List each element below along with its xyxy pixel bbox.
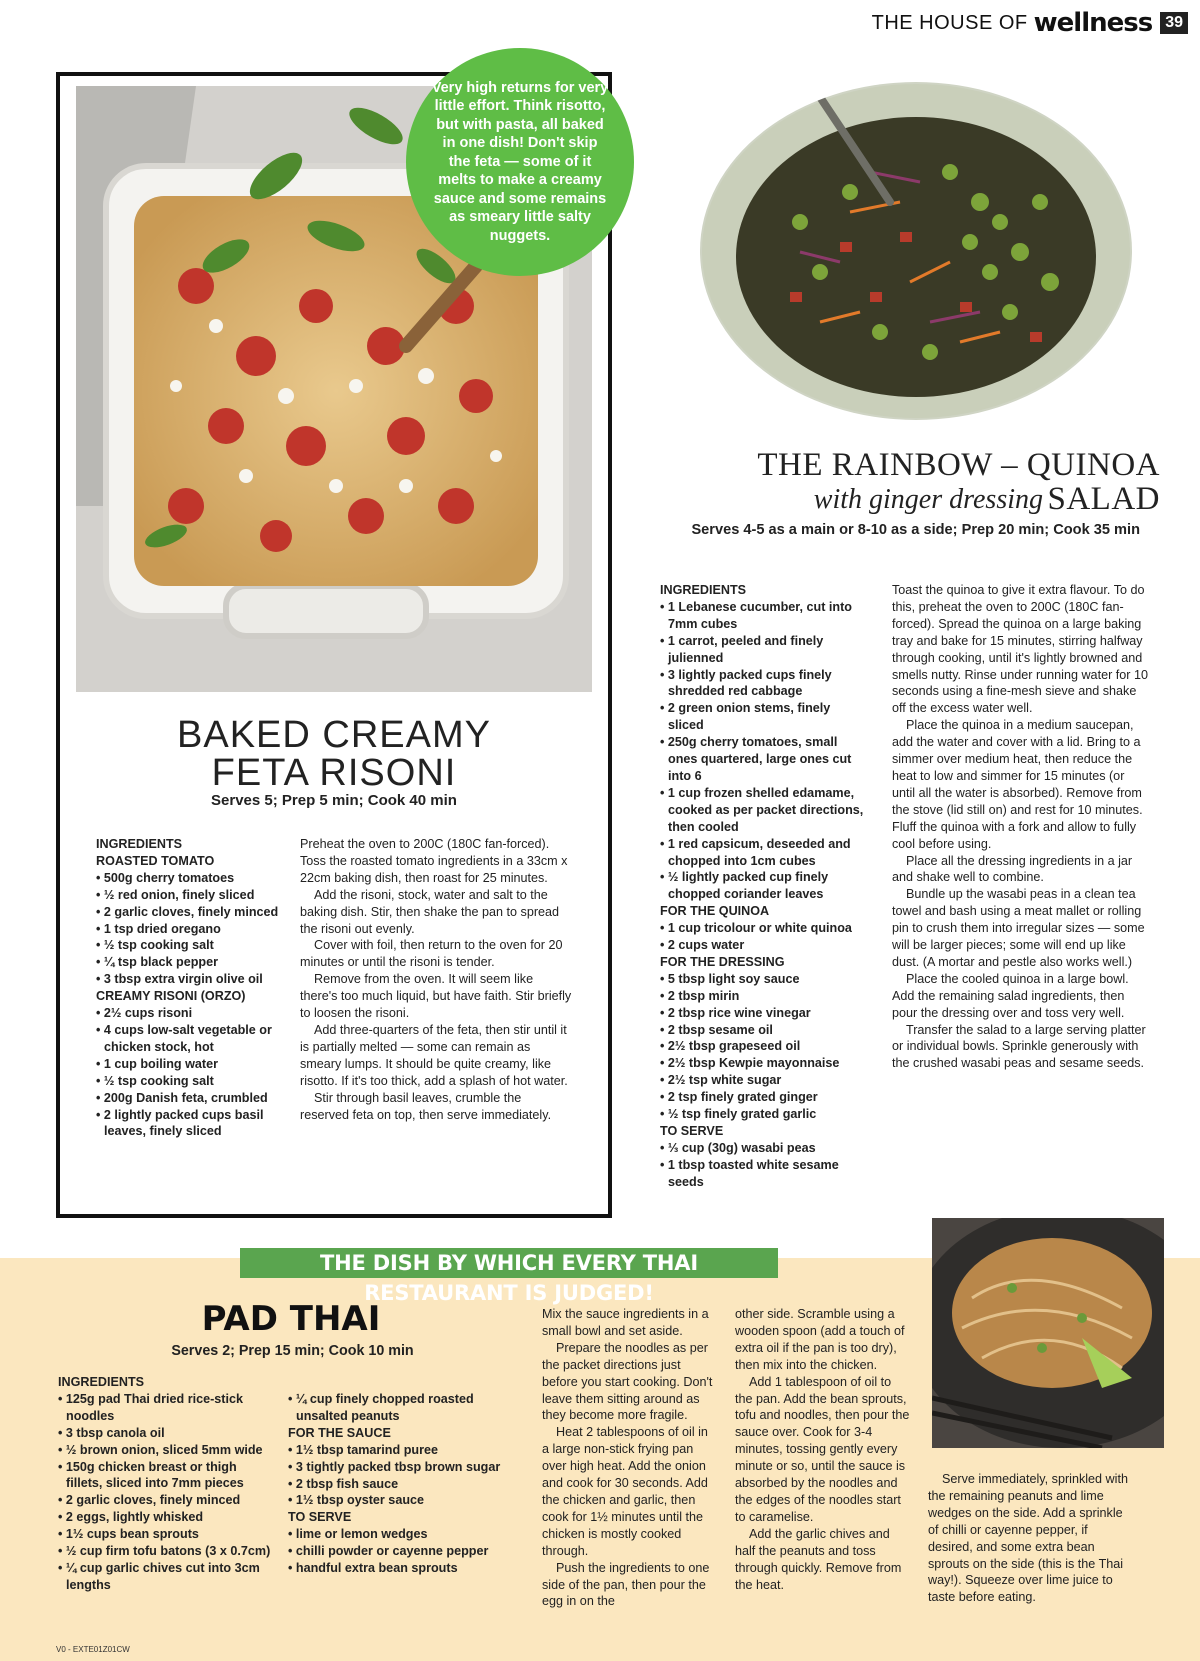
ingredient-item: • 1½ tbsp tamarind puree	[288, 1442, 520, 1459]
ingredient-heading: TO SERVE	[660, 1124, 724, 1138]
ingredient-item: • 3 tbsp canola oil	[58, 1425, 272, 1442]
ingredient-item: • 1 red capsicum, deseeded and chopped into 1cm cubes	[660, 836, 866, 870]
ingredient-item: • 2 tbsp sesame oil	[660, 1022, 866, 1039]
risoni-title-line-2: FETA RISONI	[211, 752, 457, 794]
ingredient-item: • ½ tsp finely grated garlic	[660, 1106, 866, 1123]
pad-thai-serves: Serves 2; Prep 15 min; Cook 10 min	[171, 1343, 414, 1359]
ingredient-item: • 3 tbsp extra virgin olive oil	[96, 971, 286, 988]
method-paragraph: Place all the dressing ingredients in a jar and shake well to combine.	[892, 853, 1133, 885]
ingredient-item: • 2 eggs, lightly whisked	[58, 1509, 272, 1526]
ingredient-item: • 2 garlic cloves, finely minced	[58, 1492, 272, 1509]
ingredient-item: • handful extra bean sprouts	[288, 1560, 520, 1577]
ingredient-item: • 250g cherry tomatoes, small ones quartered, large ones cut into 6	[660, 734, 866, 785]
method-paragraph: Add 1 tablespoon of oil to the pan. Add the bean sprouts, tofu and noodles, then pour the sauce over. Cook for 3-4 minutes, tossing gently every minute or so, until the sauce is absorbed by the noodles and the edges of the noodles start to caramelise.	[735, 1374, 910, 1524]
risoni-callout-bubble	[406, 48, 634, 276]
ingredient-item: • chilli powder or cayenne pepper	[288, 1543, 520, 1560]
pad-thai-banner: THE DISH BY WHICH EVERY THAI RESTAURANT IS JUDGED!	[240, 1248, 778, 1278]
ingredient-item: • 500g cherry tomatoes	[96, 870, 286, 887]
ingredient-heading: ROASTED TOMATO	[96, 853, 215, 868]
ingredient-heading: INGREDIENTS	[660, 583, 747, 597]
ingredient-heading: TO SERVE	[288, 1510, 352, 1525]
quinoa-method	[892, 582, 1150, 1072]
ingredient-item: • 1½ tbsp oyster sauce	[288, 1492, 520, 1509]
ingredient-item: • 2 green onion stems, finely sliced	[660, 700, 866, 734]
ingredient-item: • 2 lightly packed cups basil leaves, finely sliced	[96, 1107, 286, 1141]
magazine-section-prefix: THE HOUSE OF	[871, 11, 1028, 34]
method-paragraph: Add the risoni, stock, water and salt to the baking dish. Stir, then shake the pan to spread the risoni out evenly.	[300, 887, 560, 936]
ingredient-item: • ½ tsp cooking salt	[96, 937, 286, 954]
ingredient-item: • 1 tsp dried oregano	[96, 921, 286, 938]
risoni-callout-text: Very high returns for very little effort. Think risotto, but with pasta, all baked in one dish! Don't skip the feta — some of it melts to make a creamy sauce and some remains as smeary little salty nuggets.	[431, 79, 609, 244]
ingredient-item: • ½ tsp cooking salt	[96, 1073, 286, 1090]
ingredient-item: • 1 cup tricolour or white quinoa	[660, 920, 866, 937]
method-paragraph: Place the cooled quinoa in a large bowl. Add the remaining salad ingredients, then pour the dressing over and toss very well.	[892, 971, 1129, 1020]
page-header	[872, 8, 1200, 38]
pad-thai-plate-illustration	[932, 1218, 1164, 1448]
ingredient-heading: FOR THE QUINOA	[660, 904, 770, 919]
quinoa-ingredients	[660, 582, 866, 1191]
method-paragraph: Transfer the salad to a large serving platter or individual bowls. Sprinkle generously with the crushed wasabi peas and sesame seeds.	[892, 1022, 1146, 1071]
method-paragraph: Remove from the oven. It will seem like there's too much liquid, but have faith. Stir briefly to loosen the risoni.	[300, 972, 572, 1021]
ingredient-item: • 125g pad Thai dried rice-stick noodles	[58, 1391, 272, 1425]
ingredient-item: • 1½ cups bean sprouts	[58, 1526, 272, 1543]
method-paragraph: Bundle up the wasabi peas in a clean tea towel and bash using a meat mallet or rolling pin to crush them into irregular sizes — some will be larger pieces; some will end up like dust. (A mortar and pestle also works well.)	[892, 887, 1145, 969]
quinoa-title: THE RAINBOW – QUINOA SALAD	[757, 447, 1160, 517]
ingredient-item: • ½ lightly packed cup finely chopped coriander leaves	[660, 869, 866, 903]
footer-code: V0 - EXTE01Z01CW	[56, 1645, 130, 1654]
ingredient-item: • 1 carrot, peeled and finely julienned	[660, 633, 866, 667]
method-paragraph: Stir through basil leaves, crumble the reserved feta on top, then serve immediately.	[300, 1090, 552, 1122]
ingredient-item: • 2½ tbsp Kewpie mayonnaise	[660, 1055, 866, 1072]
ingredient-heading: FOR THE DRESSING	[660, 954, 785, 969]
ingredient-item: • 150g chicken breast or thigh fillets, sliced into 7mm pieces	[58, 1459, 272, 1493]
ingredient-item: • 2 tbsp fish sauce	[288, 1476, 520, 1493]
quinoa-subtitle: with ginger dressing	[813, 484, 1043, 515]
ingredient-item: • 5 tbsp light soy sauce	[660, 971, 866, 988]
magazine-section-brand: wellness	[1033, 8, 1153, 38]
pad-thai-method-1	[542, 1306, 718, 1610]
method-paragraph: Add the garlic chives and half the peanuts and toss through quickly. Remove from the heat.	[735, 1526, 902, 1592]
ingredient-item: • 2 cups water	[660, 937, 866, 954]
ingredient-item: • 1 cup boiling water	[96, 1056, 286, 1073]
risoni-title-line-1: BAKED CREAMY	[177, 714, 491, 756]
ingredient-item: • 2 garlic cloves, finely minced	[96, 904, 286, 921]
ingredient-item: • 4 cups low-salt vegetable or chicken stock, hot	[96, 1022, 286, 1056]
pad-thai-method-2	[735, 1306, 911, 1593]
ingredient-item: • 200g Danish feta, crumbled	[96, 1090, 286, 1107]
risoni-ingredients	[96, 836, 286, 1140]
method-paragraph: Heat 2 tablespoons of oil in a large non-stick frying pan over high heat. Add the onion and cook for 30 seconds. Add the chicken and garlic, then cook for 1½ minutes until the chicken is mostly cooked through.	[542, 1425, 708, 1558]
risoni-serves: Serves 5; Prep 5 min; Cook 40 min	[211, 792, 457, 809]
method-paragraph: Prepare the noodles as per the packet directions just before you start cooking. Don't leave them sitting around as they become more fragile.	[542, 1340, 713, 1423]
method-paragraph: Mix the sauce ingredients in a small bowl and set aside.	[542, 1307, 709, 1338]
ingredient-item: • ½ red onion, finely sliced	[96, 887, 286, 904]
page-number: 39	[1160, 12, 1188, 34]
method-paragraph: other side. Scramble using a wooden spoon (add a touch of extra oil if the pan is too dry), then mix into the chicken.	[735, 1307, 905, 1372]
ingredient-heading: CREAMY RISONI (ORZO)	[96, 989, 246, 1004]
risoni-method	[300, 836, 572, 1123]
ingredient-item: • 1 Lebanese cucumber, cut into 7mm cubes	[660, 599, 866, 633]
ingredient-item: • 2½ tsp white sugar	[660, 1072, 866, 1089]
ingredient-item: • 1 tbsp toasted white sesame seeds	[660, 1157, 866, 1191]
ingredient-item: • ¼ cup garlic chives cut into 3cm lengths	[58, 1560, 272, 1594]
ingredient-item: • 2 tbsp rice wine vinegar	[660, 1005, 866, 1022]
pad-thai-ingredients-1	[58, 1374, 272, 1594]
method-paragraph: Place the quinoa in a medium saucepan, add the water and cover with a lid. Bring to a simmer over medium heat, then reduce the heat to low and simmer for 15 minutes (or until all the water is absorbed). Remove from the stove (lid still on) and rest for 10 minutes. Fluff the quinoa with a fork and allow to fully cool before using.	[892, 718, 1143, 851]
quinoa-salad-photo	[700, 82, 1132, 420]
ingredient-item: • ½ cup firm tofu batons (3 x 0.7cm)	[58, 1543, 272, 1560]
ingredient-item: • ⅓ cup (30g) wasabi peas	[660, 1140, 866, 1157]
ingredient-heading: INGREDIENTS	[58, 1375, 145, 1389]
ingredient-item: • ¼ cup finely chopped roasted unsalted peanuts	[288, 1391, 520, 1425]
ingredient-item: • ½ brown onion, sliced 5mm wide	[58, 1442, 272, 1459]
method-paragraph: Preheat the oven to 200C (180C fan-forced). Toss the roasted tomato ingredients in a 33cm x 22cm baking dish, then roast for 25 minutes.	[300, 837, 568, 885]
quinoa-bowl-illustration	[700, 82, 1132, 420]
method-paragraph: Push the ingredients to one side of the pan, then pour the egg in on the	[542, 1560, 710, 1609]
pad-thai-method-3	[928, 1471, 1128, 1606]
method-paragraph: Add three-quarters of the feta, then stir until it is partially melted — some can remain as smeary lumps. It should be quite creamy, like risotto. If it's too thick, add a splash of hot water.	[300, 1022, 568, 1088]
ingredient-item: • 3 tightly packed tbsp brown sugar	[288, 1459, 520, 1476]
method-paragraph: Toast the quinoa to give it extra flavour. To do this, preheat the oven to 200C (180C fan-forced). Spread the quinoa on a large baking tray and bake for 15 minutes, stirring halfway through cooking, until it's lightly browned and smells nutty. Rinse under running water for 10 seconds using a fine-mesh sieve and shake off the excess water well.	[892, 583, 1148, 716]
pad-thai-photo	[932, 1218, 1164, 1448]
ingredient-item: • 2½ tbsp grapeseed oil	[660, 1038, 866, 1055]
pad-thai-title: PAD THAI	[201, 1299, 381, 1339]
method-paragraph: Cover with foil, then return to the oven for 20 minutes or until the risoni is tender.	[300, 938, 563, 970]
ingredient-item: • 2 tbsp mirin	[660, 988, 866, 1005]
ingredient-item: • 2½ cups risoni	[96, 1005, 286, 1022]
ingredient-item: • ¼ tsp black pepper	[96, 954, 286, 971]
ingredient-item: • 2 tsp finely grated ginger	[660, 1089, 866, 1106]
ingredient-heading: FOR THE SAUCE	[288, 1425, 391, 1440]
pad-thai-ingredients-2	[288, 1391, 520, 1577]
risoni-title	[76, 716, 592, 792]
quinoa-serves: Serves 4-5 as a main or 8-10 as a side; Prep 20 min; Cook 35 min	[691, 522, 1140, 538]
ingredient-item: • 1 cup frozen shelled edamame, cooked as per packet directions, then cooled	[660, 785, 866, 836]
ingredient-item: • lime or lemon wedges	[288, 1526, 520, 1543]
method-paragraph: Serve immediately, sprinkled with the remaining peanuts and lime wedges on the side. Add a sprinkle of chilli or cayenne pepper, if desired, and some extra bean sprouts on the side (this is the Thai way!). Squeeze over lime juice to taste before eating.	[928, 1472, 1128, 1605]
ingredient-item: • 3 lightly packed cups finely shredded red cabbage	[660, 667, 866, 701]
ingredient-heading: INGREDIENTS	[96, 837, 183, 851]
